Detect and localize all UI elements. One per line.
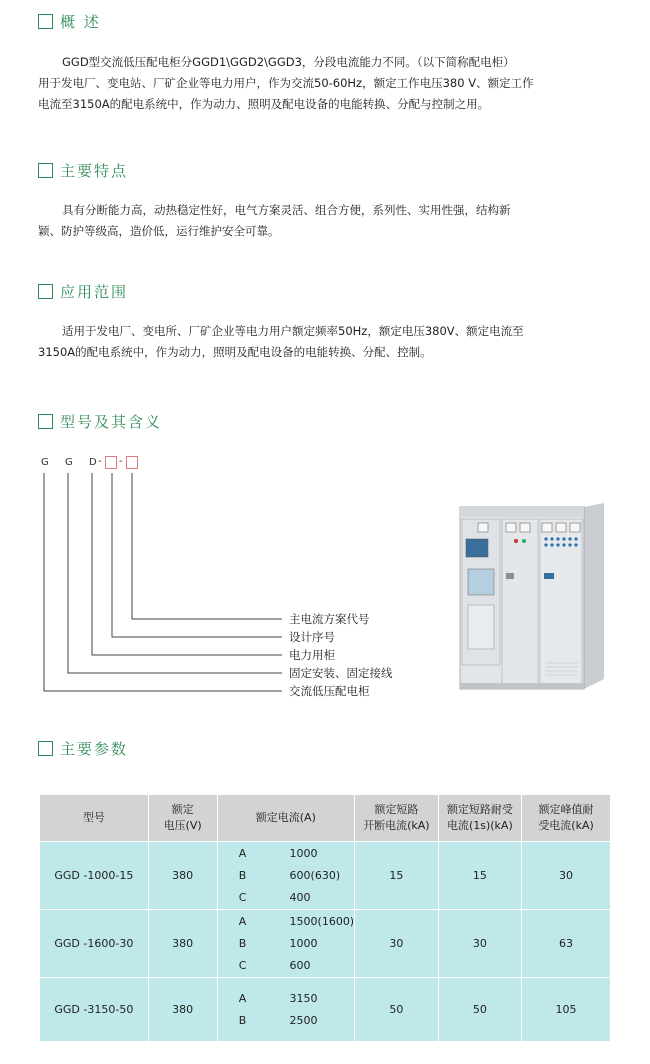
model-legend-item: 设计序号	[289, 630, 335, 644]
header-withstand-current: 额定短路耐受 电流(1s)(kA)	[438, 795, 522, 841]
cell-peak-current: 63	[522, 909, 610, 977]
section-title: 主要参数	[60, 739, 129, 758]
model-legend-item: 电力用柜	[289, 648, 335, 662]
section-heading-params	[38, 737, 128, 759]
parameters-table	[40, 795, 610, 1041]
cell-model: GGD -1600-30	[40, 909, 148, 977]
current-row: A 1500(1600)	[238, 914, 355, 928]
cell-voltage: 380	[148, 841, 217, 909]
model-code-dash: -	[98, 456, 102, 467]
paragraph-line: 电流至3150A的配电系统中，作为动力、照明及配电设备的电能转换、分配与控制之用。	[38, 97, 490, 111]
model-legend-item: 交流低压配电柜	[289, 684, 370, 698]
current-row: C 400	[238, 890, 311, 904]
paragraph-line: GGD型交流低压配电柜分GGD1\GGD2\GGD3，分段电流能力不同。（以下简称配电柜）	[62, 55, 515, 69]
paragraph-line: 具有分断能力高，动热稳定性好，电气方案灵活、组合方便，系列性、实用性强，结构新	[62, 203, 511, 217]
model-code-letter: G	[41, 457, 49, 468]
paragraph-line: 用于发电厂、变电站、厂矿企业等电力用户，作为交流50-60Hz，额定工作电压380 V、额定工作	[38, 76, 534, 90]
switchgear-cabinet-image	[456, 503, 606, 693]
paragraph-line: 3150A的配电系统中，作为动力，照明及配电设备的电能转换、分配、控制。	[38, 345, 432, 359]
current-row: A 1000	[238, 846, 318, 860]
table-row	[40, 909, 610, 977]
model-code-letter: D	[89, 457, 97, 468]
cell-rated-current	[217, 841, 355, 909]
checkbox-square-icon	[38, 741, 53, 756]
cell-breaking-current: 15	[355, 841, 439, 909]
cell-rated-current	[217, 909, 355, 977]
header-model: 型号	[40, 795, 148, 841]
cell-voltage: 380	[148, 977, 217, 1041]
current-row: A 3150	[238, 991, 318, 1005]
current-row: B 1000	[238, 936, 318, 950]
model-code-dash: -	[119, 456, 123, 467]
paragraph-line: 颖、防护等级高，造价低，运行维护安全可靠。	[38, 224, 280, 238]
cell-withstand-current: 50	[438, 977, 522, 1041]
cell-withstand-current: 15	[438, 841, 522, 909]
cell-breaking-current: 30	[355, 909, 439, 977]
cell-voltage: 380	[148, 909, 217, 977]
current-row: B 2500	[238, 1013, 318, 1027]
model-code-letter: G	[65, 457, 73, 468]
table-row	[40, 841, 610, 909]
cell-peak-current: 30	[522, 841, 610, 909]
header-peak-current: 额定峰值耐 受电流(kA)	[522, 795, 610, 841]
model-legend-item: 固定安装、固定接线	[289, 666, 393, 680]
section-title: 主要特点	[60, 161, 129, 180]
section-title: 概 述	[60, 12, 101, 31]
paragraph-line: 适用于发电厂、变电所、厂矿企业等电力用户额定频率50Hz，额定电压380V、额定电流至	[62, 324, 524, 338]
cell-peak-current: 105	[522, 977, 610, 1041]
header-rated-current: 额定电流(A)	[217, 795, 355, 841]
cell-rated-current	[217, 977, 355, 1041]
header-voltage: 额定 电压(V)	[148, 795, 217, 841]
model-legend-item: 主电流方案代号	[289, 612, 370, 626]
current-row: B 600(630)	[238, 868, 341, 882]
cell-model: GGD -1000-15	[40, 841, 148, 909]
cell-withstand-current: 30	[438, 909, 522, 977]
table-header-row	[40, 795, 610, 841]
cell-breaking-current: 50	[355, 977, 439, 1041]
table-row	[40, 977, 610, 1041]
section-title: 型号及其含义	[60, 412, 163, 431]
cell-model: GGD -3150-50	[40, 977, 148, 1041]
header-breaking-current: 额定短路 开断电流(kA)	[355, 795, 439, 841]
current-row: C 600	[238, 958, 311, 972]
section-title: 应用范围	[60, 282, 129, 301]
